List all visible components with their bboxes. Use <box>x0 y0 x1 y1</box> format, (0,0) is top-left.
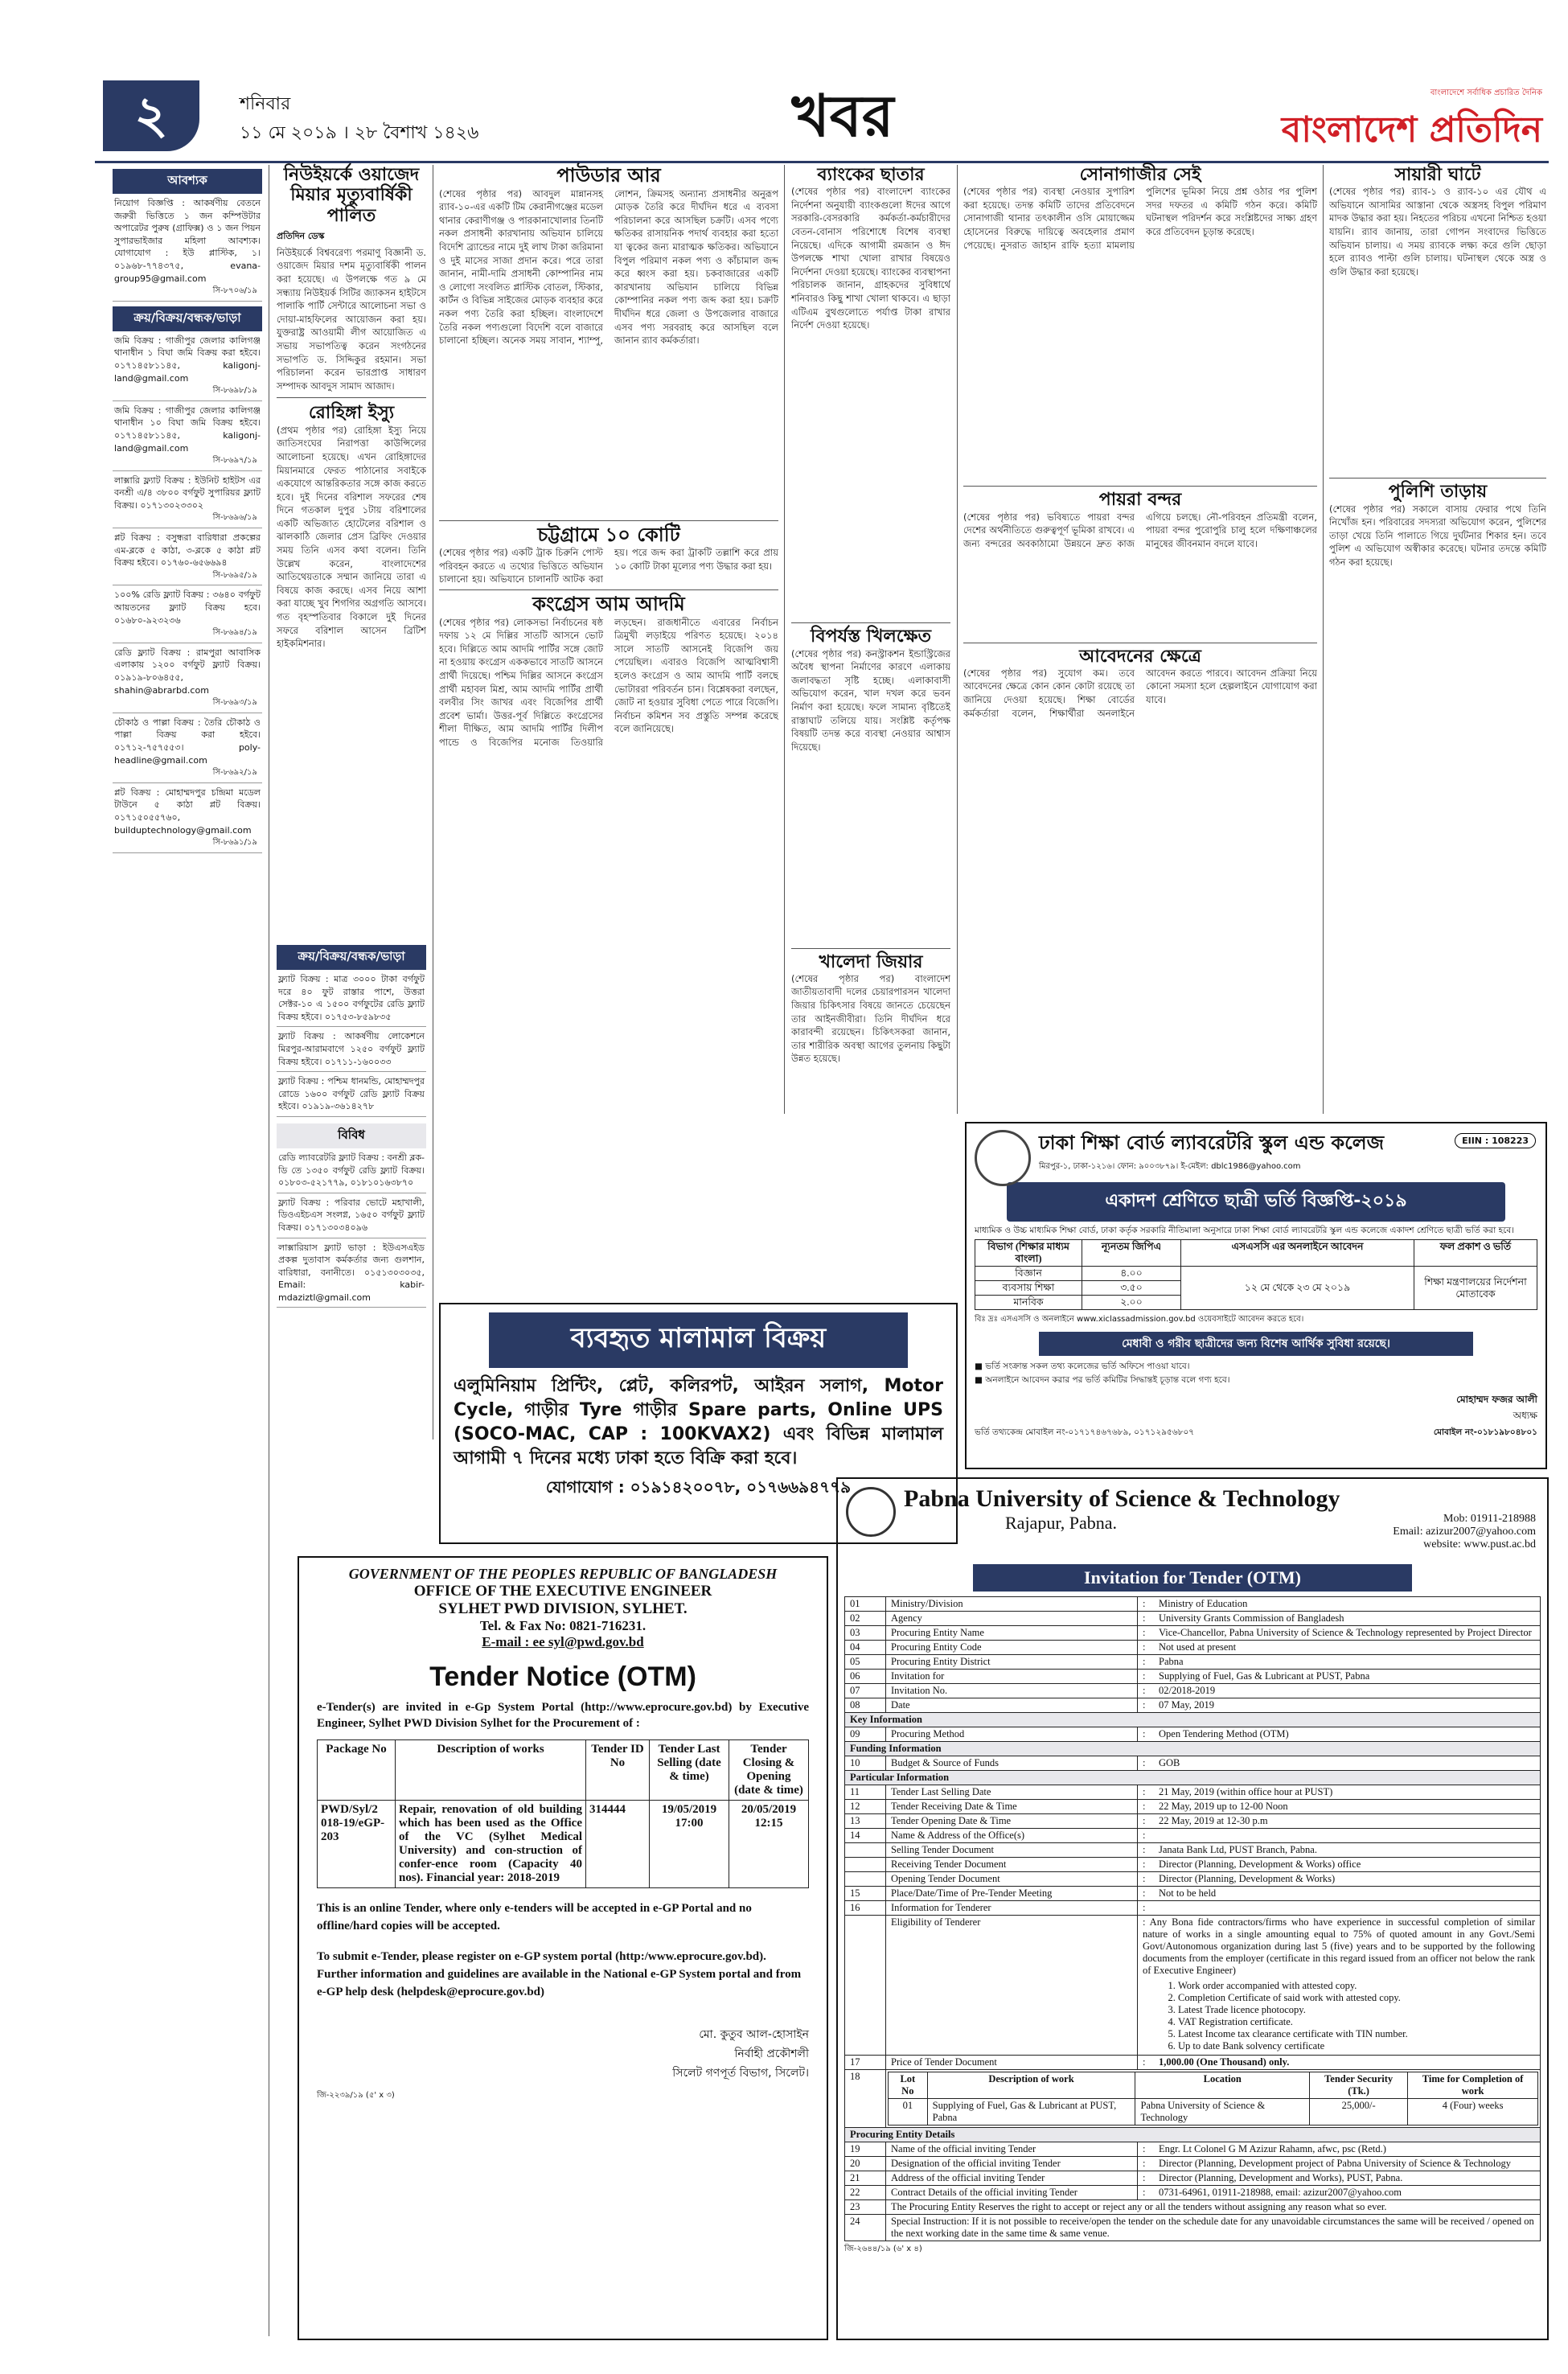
gov-heading: GOVERNMENT OF THE PEOPLES REPUBLIC OF BANGLADESH <box>348 1566 778 1582</box>
table-row: 15 Place/Date/Time of Pre-Tender Meeting : Not to be held <box>845 1887 1541 1901</box>
list-item-text: নিয়োগ বিজ্ঞপ্তি : আকর্ষণীয় বেতনে জরুরী ভিত্তিতে ১ জন কম্পিউটার অপারেটর পুরুষ (গ্রাফিক্স) ও ১ জন পিয়ন সুপারভাইজার মহিলা আবশ্যক। যোগাযোগ : ইউ প্লাস্টিক, ১। ০১৯৬৮-৭৭৪৩৭৫, evana-group95@gmail.com <box>114 198 261 284</box>
list-item-text: ১০০% রেডি ফ্ল্যাট বিক্রয় : ৩৬৪০ বর্গফুট আয়তনের ফ্ল্যাট বিক্রয় হবে। ০১৬৮০-৯২৩২৩৬ <box>114 589 261 626</box>
sale-ad-contact: যোগাযোগ : ০১৯১৪২০০৭৮, ০১৭৬৬৯৪৭৭৯ <box>545 1477 852 1497</box>
table-row: 07 Invitation No. : 02/2018-2019 <box>845 1684 1541 1698</box>
list-item-text: প্লট বিক্রয় : মোহাম্মদপুর চন্দ্রিমা মডেল টাউনে ৫ কাঠা প্লট বিক্রয়। ০১৭১৫০৫৫৭৬০, builduptechnology@gmail.com <box>114 787 261 836</box>
article-title: সোনাগাজীর সেই <box>1079 165 1201 185</box>
table-row: 02 Agency : University Grants Commission of Bangladesh <box>845 1612 1541 1626</box>
table-row: 24 Special Instruction: If it is not possible to receive/open the tender on the schedule date for any unavoidable circumstances the same will be received / opened on the next working date in the same time & same venue. <box>845 2215 1541 2241</box>
table-header: বিভাগ (শিক্ষার মাধ্যম বাংলা) <box>975 1240 1082 1267</box>
list-item: 3. Latest Trade licence photocopy. <box>1178 2004 1535 2016</box>
signer-name: মো. কুতুব আল-হোসাইন <box>699 2028 809 2041</box>
article-title: পাউডার আর <box>556 164 661 187</box>
classified-code: সি-৮৬৯৮/১৯ <box>212 386 257 396</box>
list-item: 5. Latest Income tax clearance certificate with TIN number. <box>1178 2028 1535 2040</box>
table-header: Description of work <box>927 2072 1135 2099</box>
page-header <box>95 72 1549 159</box>
table-header: ন্যূনতম জিপিএ <box>1082 1240 1181 1267</box>
table-row: PWD/Syl/2 018-19/eGP-203 Repair, renovation of old building which has been used as the Office of the VC (Sylhet Medical University) and con-struction of confer-ence room (Capacity 40 nos). Financial year: 2018-2019 314444 19/05/2019 17:00 20/05/2019 12:15 <box>318 1801 809 1888</box>
article-body: (শেষের পৃষ্ঠার পর) লোকসভা নির্বাচনের ষষ্ঠ দফায় ১২ মে দিল্লির সাতটি আসনে ভোট হবে। দিল্লিতে আম আদমি পার্টির সঙ্গে জোট না হওয়ায় কংগ্রেস এককভাবে সাতটি আসনে প্রার্থী দিয়েছে। পশ্চিম দিল্লির আসনে কংগ্রেস প্রার্থী মহাবল মিশ্র, আম আদমি পার্টির প্রার্থী বলবীর সিং জাখর এবং বিজেপির প্রার্থী প্রবেশ ভার্মা। উত্তর-পূর্ব দিল্লিতে কংগ্রেসের শীলা দীক্ষিত, আম আদমি পার্টির দিলীপ পান্ডে ও বিজেপির মনোজ তিওয়ারি লড়ছেন। রাজধানীতে এবারের নির্বাচন ত্রিমুখী লড়াইয়ে পরিণত হয়েছে। ২০১৪ সালে সাতটি আসনেই বিজেপি জয় পেয়েছিল। এবারও বিজেপি আত্মবিশ্বাসী হলেও কংগ্রেস ও আম আদমি পার্টি বলছে ভোটাররা পরিবর্তন চান। বিশ্লেষকরা বলছেন, জোট না হওয়ার সুবিধা পেতে পারে বিজেপি। নির্বাচন কমিশন সব প্রস্তুতি সম্পন্ন করেছে বলে জানিয়েছে। <box>439 616 778 748</box>
admission-mobile: মোবাইল নং-০১৮১৯৮০৪৮০১ <box>1433 1427 1537 1437</box>
office-heading: OFFICE OF THE EXECUTIVE ENGINEER <box>413 1583 712 1600</box>
paper-tagline: বাংলাদেশে সর্বাধিক প্রচারিত দৈনিক <box>1430 88 1542 97</box>
table-row: 05 Procuring Entity District : Pabna <box>845 1655 1541 1670</box>
article-body: (শেষের পৃষ্ঠার পর) আবদুল মান্নানসহ র‌্যাব-১০-এর একটি টিম কেরানীগঞ্জের মডেল থানার কেরাণীগঞ্জ ও পারকানাখোলার তিনটি নকল প্রসাধনী কারখানায় অভিযান চালিয়ে বিদেশি ব্র্যান্ডের নামে দুই লাখ টাকা জরিমানা ও দুই মাসের সাজা প্রদান করে। পরে তারা জানান, নামী-দামি প্রসাধনী কোম্পানির নাম ও লোগো সংবলিত প্লাস্টিক বোতল, স্টিকার, কার্টন ও বিভিন্ন সাইজের মোড়ক ব্যবহার করে নকল পণ্য তৈরি করা হচ্ছিল। বাংলাদেশে তৈরি নকল পণ্যগুলো বিদেশি বলে বাজারে চালানো হচ্ছিল। অনেক সময় সাবান, শ্যাম্পু, লোশন, ক্রিমসহ অন্যান্য প্রসাধনীর অনুরূপ মোড়ক তৈরি করে দীর্ঘদিন ধরে এ ব্যবসা পরিচালনা করে আসছিল চক্রটি। এসব পণ্যে ক্ষতিকর রাসায়নিক পদার্থ ব্যবহার করা হতো যা ত্বকের জন্য মারাত্মক ক্ষতিকর। অভিযানে বিপুল পরিমাণ নকল পণ্য ও কাঁচামাল জব্দ করে ধ্বংস করা হয়। চকবাজারের একটি কারখানায় অভিযান চালিয়ে বিভিন্ন কোম্পানির নকল পণ্য জব্দ করা হয়। চক্রটি দীর্ঘদিন ধরে জেলা ও উপজেলার বাজারে এসব পণ্য সরবরাহ করে আসছিল বলে জানান র‌্যাব কর্মকর্তারা। <box>439 187 778 347</box>
page-number-badge: ২ <box>103 80 199 151</box>
section-title: খবর <box>791 82 894 150</box>
admission-note: বিঃ দ্রঃ এসএসসি ও অনলাইনে www.xiclassadmission.gov.bd ওয়েবসাইটে আবেদন করতে হবে। <box>975 1315 1304 1324</box>
classified-code: সি-৮৬৯৭/১৯ <box>212 456 257 466</box>
article-title: নিউইয়র্কে ওয়াজেদ মিয়ার মৃত্যুবার্ষিকী পালিত <box>283 165 420 226</box>
table-row: Eligibility of Tenderer : Any Bona fide contractors/firms who have experience in successful completion of similar nature of works in a single amounting equal to 75% of quoted amount in any Govt./Semi Govt/Autonomous organization during last 5 (five) years and to be supported by the following documents from the employer (certificate in this regard issued from an officer not below the rank of Executive Engineer) 1. Work order accompanied with attested copy. 2. Completion Certificate of said work with attested copy. 3. Latest Trade licence photocopy. 4. VAT Registration certificate. 5. Latest Income tax clearance certificate with TIN number. 6. Up to date Bank solvency certificate <box>845 1916 1541 2056</box>
col-article6 <box>791 165 950 1117</box>
article-title: পায়রা বন্দর <box>1098 490 1182 511</box>
article-body: নিউইয়র্কে বিশ্ববরেণ্য পরমাণু বিজ্ঞানী ড. ওয়াজেদ মিয়ার দশম মৃত্যুবার্ষিকী পালন করা হয়েছে। এ উপলক্ষে গত ৯ মে সন্ধ্যায় নিউইয়র্ক সিটির জ্যাকসন হাইটসে পালাকি পার্টি সেন্টারে আলোচনা সভা ও দোয়া-মাহফিলের আয়োজন করা হয়। যুক্তরাষ্ট্র আওয়ামী লীগ আয়োজিত এ সভায় সভাপতিত্ব করেন সংগঠনের সভাপতি ড. সিদ্দিকুর রহমান। সভা পরিচালনা করেন ভারপ্রাপ্ত সাধারণ সম্পাদক আবদুস সামাদ আজাদ। <box>277 246 426 392</box>
tender-intro: e-Tender(s) are invited in e-Gp System Portal (http://www.eprocure.gov.bd) by Executive Engineer, Sylhet PWD Division Sylhet for the Procurement of : <box>317 1701 809 1730</box>
table-header: Time for Completion of work <box>1408 2072 1538 2099</box>
article-body: (শেষের পৃষ্ঠার পর) র‌্যাব-১ ও র‌্যাব-১০ এর যৌথ এ অভিযানে আসামির আস্তানা থেকে অস্ত্রসহ বিপুল পরিমাণ মাদক উদ্ধার করা হয়। নিহতের পরিচয় এখনো নিশ্চিত হওয়া যায়নি। র‌্যাব জানায়, তারা গোপন সংবাদের ভিত্তিতে অভিযান চালায়। এ সময় র‌্যাবকে লক্ষ্য করে গুলি ছোড়া হলে র‌্যাবও পাল্টা গুলি চালায়। ঘটনাস্থল থেকে অস্ত্র ও গুলি উদ্ধার করা হয়েছে। <box>1329 186 1546 277</box>
article-title: সায়ারী ঘাটে <box>1394 165 1481 185</box>
list-item-text: জমি বিক্রয় : গাজীপুর জেলার কালিগঞ্জ থানাধীন ১ বিঘা জমি বিক্রয় করা হইবে। ০১৭১৪৫৮১১৪৫, kaligonj-land@gmail.com <box>114 335 261 384</box>
tender-note-2: To submit e-Tender, please register on e-GP system portal (http:/www.eprocure.gov.bd). Further information and guidelines are available in the National e-GP System portal and from e-GP help desk (helpdesk@eprocure.gov.bd) <box>317 1950 802 1998</box>
table-row: 21 Address of the official inviting Tender : Director (Planning, Development and Works), PUST, Pabna. <box>845 2171 1541 2186</box>
article-body: (শেষের পৃষ্ঠার পর) কনস্ট্রাকশন ইন্ডাস্ট্রিজের অবৈধ স্থাপনা নির্মাণের কারণে এলাকায় জলাবদ্ধতা সৃষ্টি হচ্ছে। এলাকাবাসী অভিযোগ করেন, খাল দখল করে ভবন নির্মাণ করা হয়েছে। ফলে সামান্য বৃষ্টিতেই রাস্তাঘাট তলিয়ে যায়। সংশ্লিষ্ট কর্তৃপক্ষ বিষয়টি তদন্ত করে ব্যবস্থা নেওয়ার আশ্বাস দিয়েছে। <box>791 647 950 753</box>
table-row: 16 Information for Tenderer : <box>845 1901 1541 1916</box>
classified-code: সি-৮৬৯৬/১৯ <box>212 513 257 523</box>
article-title: ব্যাংকের ছাতার <box>817 165 925 185</box>
admission-table <box>975 1239 1537 1310</box>
article-title: খালেদা জিয়ার <box>819 951 923 972</box>
header-day: শনিবার <box>240 94 291 114</box>
table-section-header: Procuring Entity Details <box>845 2128 1541 2142</box>
list-item: 2. Completion Certificate of said work with attested copy. <box>1178 1992 1535 2004</box>
school-title: ঢাকা শিক্ষা বোর্ড ল্যাবরেটরি স্কুল এন্ড কলেজ <box>1039 1132 1385 1154</box>
pust-email: Email: azizur2007@yahoo.com <box>1393 1526 1536 1538</box>
table-row: 09 Procuring Method : Open Tendering Method (OTM) <box>845 1727 1541 1742</box>
classified-code: সি-৮৬৯৪/১৯ <box>212 628 257 638</box>
table-header: Tender Last Selling (date & time) <box>650 1740 729 1801</box>
pust-info-table <box>844 1596 1541 2241</box>
table-row: 13 Tender Opening Date & Time : 22 May, 2019 at 12-30 p.m <box>845 1814 1541 1829</box>
col-article12 <box>1329 165 1546 889</box>
table-row: 01 Supplying of Fuel, Gas & Lubricant at PUST, Pabna Pabna University of Science & Technology 25,000/- 4 (Four) weeks <box>889 2099 1538 2126</box>
admission-intro: মাধ্যমিক ও উচ্চ মাধ্যমিক শিক্ষা বোর্ড, ঢাকা কর্তৃক সরকারি নীতিমালা অনুসারে ঢাকা শিক্ষা বোর্ড ল্যাবরেটরি স্কুল এন্ড কলেজে একাদশ শ্রেণিতে ছাত্রী ভর্তি করা হবে। <box>975 1226 1514 1235</box>
classified-code: সি-৮৬৯২/১৯ <box>212 768 257 778</box>
ad-code: জি-২৬৪৪/১৯ (৬' x ৪) <box>844 2245 922 2253</box>
table-row: Receiving Tender Document : Director (Planning, Development & Works) office <box>845 1858 1541 1872</box>
list-item-text: চৌকাঠ ও পাল্লা বিক্রয় : তৈরি চৌকাঠ ও পাল্লা বিক্রয় করা হইবে। ০১৭১২-৭৫৭৫৫৩। poly-headline@gmail.com <box>114 717 261 766</box>
table-row: 22 Contract Details of the official inviting Tender : 0731-64961, 01911-218988, email: azizur2007@yahoo.com <box>845 2186 1541 2200</box>
table-row: Selling Tender Document : Janata Bank Ltd, PUST Branch, Pabna. <box>845 1843 1541 1858</box>
table-row: 04 Procuring Entity Code : Not used at present <box>845 1641 1541 1655</box>
table-row: 12 Tender Receiving Date & Time : 22 May, 2019 up to 12-00 Noon <box>845 1800 1541 1814</box>
list-item: ফ্ল্যাট বিক্রয় : আকর্ষণীয় লোকেশনে মিরপুর-আরামবাগে ১২৫০ বর্গফুট ফ্ল্যাট বিক্রয় হইবে। ০১৭১১-১৬০০৩৩ <box>277 1027 426 1072</box>
table-row: 03 Procuring Entity Name : Vice-Chancellor, Pabna University of Science & Technology represented by Project Director <box>845 1626 1541 1641</box>
list-item: ফ্ল্যাট বিক্রয় : পশ্চিম ধানমন্ডি, মোহাম্মদপুর রোডে ১৬০০ বর্গফুট রেডি ফ্ল্যাট বিক্রয় হইবে। ০১৯১৯-৩৬১৪২৭৮ <box>277 1072 426 1117</box>
table-row: 23 The Procuring Entity Reserves the right to accept or reject any or all the tenders without assigning any reason what so ever. <box>845 2200 1541 2215</box>
email-line: E-mail : ee syl@pwd.gov.bd <box>482 1634 644 1649</box>
list-item-text: জমি বিক্রয় : গাজীপুর জেলার কালিগঞ্জ থানাধীন ১০ বিঘা জমি বিক্রয় হইবে। ০১৭১৪৫৮১১৪৫, kaligonj-land@gmail.com <box>114 405 261 454</box>
article-body: (শেষের পৃষ্ঠার পর) ভবিষ্যতে পায়রা বন্দর দেশের অর্থনীতিতে গুরুত্বপূর্ণ ভূমিকা রাখবে। এ জন্য বন্দরের অবকাঠামো উন্নয়নে দ্রুত কাজ এগিয়ে চলছে। নৌ-পরিবহন প্রতিমন্ত্রী বলেন, পায়রা বন্দর পুরোপুরি চালু হলে দক্ষিণাঞ্চলের মানুষের জীবনমান বদলে যাবে। <box>963 511 1317 549</box>
table-section-header: Funding Information <box>845 1742 1541 1756</box>
school-logo <box>975 1130 1031 1186</box>
table-section-header: Key Information <box>845 1713 1541 1727</box>
list-item-text: রেডি ফ্ল্যাট বিক্রয় : রামপুরা আবাসিক এলাকায় ১২০০ বর্গফুট ফ্ল্যাট বিক্রয়। ০১৯১৯-৮০৬৪৫৫, shahin@abrarbd.com <box>114 647 261 696</box>
sylhet-tender <box>298 1556 828 2340</box>
table-row: মানবিক ২.০০ <box>975 1296 1537 1310</box>
admission-banner: একাদশ শ্রেণিতে ছাত্রী ভর্তি বিজ্ঞপ্তি-২০১৯ <box>1007 1182 1505 1222</box>
list-item-text: লাক্সারি ফ্ল্যাট বিক্রয় : ইউনিট হাইটস এর বনশ্রী এ/৪ ৩৮০০ বর্গফুট সুপারিয়র ফ্ল্যাট বিক্রয়। ০১৭১৩০২৩৩০২ <box>114 474 261 511</box>
table-row: বিজ্ঞান ৪.০০ ১২ মে থেকে ২৩ মে ২০১৯ শিক্ষা মন্ত্রণালয়ের নির্দেশনা মোতাবেক <box>975 1267 1537 1281</box>
table-row: 20 Designation of the official inviting Tender : Director (Planning, Development project of Pabna University of Science & Technology <box>845 2157 1541 2171</box>
table-row: 17 Price of Tender Document : 1,000.00 (One Thousand) only. <box>845 2056 1541 2070</box>
list-item <box>113 528 262 585</box>
article-byline: প্রতিদিন ডেস্ক <box>277 230 325 241</box>
table-header: Lot No <box>889 2072 928 2099</box>
article-title: পুলিশি তাড়ায় <box>1388 482 1488 503</box>
table-row: 18 Lot No Description of work Location Tender Security (Tk.) Time for Completion of work 01 Supplying of Fuel, Gas & Lubricant at PUST, Pabna Pabna University of Science & Technology 25,000/- 4 (Four) weeks <box>845 2070 1541 2128</box>
classified-section-title-3: ক্রয়/বিক্রয়/বন্ধক/ভাড়া <box>277 945 426 970</box>
table-row: 10 Budget & Source of Funds : GOB <box>845 1756 1541 1771</box>
list-item <box>113 194 262 302</box>
table-header: ফল প্রকাশ ও ভর্তি <box>1414 1240 1537 1267</box>
signer-office: সিলেট গণপূর্ত বিভাগ, সিলেট। <box>672 2067 809 2080</box>
classified-code: সি-৮৬৯৩/১৯ <box>212 698 257 708</box>
list-item: 6. Up to date Bank solvency certificate <box>1178 2040 1535 2052</box>
table-header: Package No <box>318 1740 396 1801</box>
list-item: 4. VAT Registration certificate. <box>1178 2016 1535 2028</box>
classified-section-title-2: ক্রয়/বিক্রয়/বন্ধক/ভাড়া <box>113 306 262 331</box>
table-header: Tender Security (Tk.) <box>1310 2072 1408 2099</box>
school-address: মিরপুর-১, ঢাকা-১২১৬। ফোন: ৯০০৩৮৭৯। ই-মেইল: dblc1986@yahoo.com <box>1039 1162 1301 1171</box>
table-header: Tender ID No <box>586 1740 650 1801</box>
article-body: (শেষের পৃষ্ঠার পর) বাংলাদেশ ব্যাংকের নির্দেশনা অনুযায়ী ব্যাংকগুলো ঈদের আগে সরকারি-বেসরকারি কর্মকর্তা-কর্মচারীদের বেতন-বোনাস পরিশোধে বিশেষ ব্যবস্থা নিয়েছে। এদিকে আগামী রমজান ও ঈদ উপলক্ষে শাখা খোলা রাখার বিষয়েও নির্দেশনা দেওয়া হয়েছে। ব্যাংকের ব্যবস্থাপনা পরিচালক জানান, গ্রাহকদের সুবিধার্থে শনিবারও কিছু শাখা খোলা থাকবে। এ ছাড়া এটিএম বুথগুলোতে পর্যাপ্ত টাকা রাখার নির্দেশ দেওয়া হয়েছে। <box>791 186 950 331</box>
pust-tender <box>836 1477 1549 2340</box>
list-item: ফ্ল্যাট বিক্রয় : পরিবার ভোটে মহাখালী, ডিওএইচএস সংলগ্ন, ১৬৫০ বর্গফুট ফ্ল্যাট বিক্রয়। ০১৭১৩০৩৪০৯৬ <box>277 1193 426 1238</box>
article-body: (শেষের পৃষ্ঠার পর) সকালে বাসায় ফেরার পথে তিনি নিখোঁজ হন। পরিবারের সদস্যরা অভিযোগ করেন, পুলিশের তাড়া খেয়ে তিনি পালাতে গিয়ে দুর্ঘটনার শিকার হন। তবে পুলিশ এ অভিযোগ অস্বীকার করেছে। ঘটনার তদন্তে কমিটি গঠন করা হয়েছে। <box>1329 503 1546 568</box>
table-row: 19 Name of the official inviting Tender : Engr. Lt Colonel G M Azizur Rahamn, afwc, psc (Retd.) <box>845 2142 1541 2157</box>
table-row: 08 Date : 07 May, 2019 <box>845 1698 1541 1713</box>
admission-bullet: ■ ভর্তি সংক্রান্ত সকল তথ্য কলেজের ভর্তি অফিসে পাওয়া যাবে। <box>975 1362 1190 1371</box>
list-item <box>113 331 262 401</box>
pust-mobile: Mob: 01911-218988 <box>1443 1513 1536 1525</box>
classified-code: সি-৮৭০৬/১৯ <box>212 286 257 296</box>
article-title: কংগ্রেস আম আদমি <box>532 592 685 615</box>
table-header: Description of works <box>396 1740 586 1801</box>
header-date: ১১ মে ২০১৯ । ২৮ বৈশাখ ১৪২৬ <box>240 123 479 143</box>
article-title: চট্টগ্রামে ১০ কোটি <box>537 523 680 546</box>
list-item <box>113 401 262 471</box>
ad-code: জি-২২৩৯/১৯ (৫' x ৩) <box>317 2091 395 2100</box>
article-title: বিপর্যস্ত খিলক্ষেত <box>811 626 931 647</box>
header-divider <box>95 161 1549 163</box>
tender-note-1: This is an online Tender, where only e-tenders will be accepted in e-GP Portal and no offline/hard copies will be accepted. <box>317 1902 752 1932</box>
table-row: 14 Name & Address of the Office(s) : <box>845 1829 1541 1843</box>
list-item-text: প্লট বিক্রয় : বসুন্ধরা বারিধারা প্রকল্পের এম-ব্লকে ৫ কাঠা, ৩-ব্লকে ৫ কাঠা প্লট বিক্রয় হইবে। ০১৭৬০-৬৫৬৬৯৪ <box>114 532 261 569</box>
signer-title: নির্বাহী প্রকৌশলী <box>734 2047 809 2060</box>
dhaka-school-ad <box>965 1122 1547 1469</box>
article-body: (শেষের পৃষ্ঠার পর) বাংলাদেশ জাতীয়তাবাদী দলের চেয়ারপারসন খালেদা জিয়ার চিকিৎসার বিষয়ে জানতে চেয়েছেন তার আইনজীবীরা। তিনি দীর্ঘদিন ধরে কারাবন্দী রয়েছেন। চিকিৎসকরা জানান, তার শারীরিক অবস্থা আগের তুলনায় কিছুটা উন্নত হয়েছে। <box>791 972 950 1065</box>
classified-section-title-1: আবশ্যক <box>113 169 262 194</box>
division-heading: SYLHET PWD DIVISION, SYLHET. <box>438 1600 688 1617</box>
article-body: (প্রথম পৃষ্ঠার পর) রোহিঙ্গা ইস্যু নিয়ে জাতিসংঘের নিরাপত্তা কাউন্সিলের আলোচনা হয়েছে। এখন রোহিঙ্গাদের মিয়ানমারে ফেরত পাঠানোর সবাইকে একযোগে আন্তরিকতার সঙ্গে কাজ করতে হবে। দুই দিনের বরিশাল সফরের শেষ দিনে গতকাল দুপুর ১টায় বরিশালের একটি অভিজাত হোটেলের বরিশাল ও ঝালকাঠি জেলার প্রেস ব্রিফিং দেওয়ার সময় তিনি এসব কথা বলেন। তিনি উল্লেখ করেন, বাংলাদেশের আতিথেয়তাকে সম্মান জানিয়ে তারা এ বিষয়ে কাজ করছে। এসব নিয়ে আশা করা যাচ্ছে খুব শিগগির অগ্রগতি আসবে। গত বৃহস্পতিবার বিকালে দুই দিনের সফরে বরিশাল আসেন ব্রিটিশ হাইকমিশনার। <box>277 424 426 650</box>
university-logo <box>846 1487 896 1537</box>
list-item: লাক্সারিয়াস ফ্ল্যাট ভাড়া : ইউএসএইড প্রকল্প দুতাবাস কর্মকর্তার জন্য গুলশান, বারিধারা, বনানীতে। ০১৫১৩০৩০৩৫, Email: kabir-mdaziztl@gmail.com <box>277 1238 426 1308</box>
list-item: ফ্ল্যাট বিক্রয় : মাত্র ৩০০০ টাকা বর্গফুট দরে ৪০ ফুট রাস্তার পাশে, উত্তরা সেক্টর-১০ এ ১৫০০ বর্গফুটের রেডি ফ্ল্যাট বিক্রয় হইবে। ০১৭৫৩-৮৫৯৮৩৫ <box>277 970 426 1027</box>
table-header: Location <box>1135 2072 1310 2099</box>
tel-fax: Tel. & Fax No: 0821-716231. <box>479 1618 646 1633</box>
eiin-badge: EIIN : 108223 <box>1455 1133 1536 1148</box>
col-article3 <box>439 165 778 1163</box>
paper-logo: বাংলাদেশ প্রতিদিন <box>1281 109 1542 150</box>
table-header: Tender Closing & Opening (date & time) <box>729 1740 809 1801</box>
col-article9 <box>963 165 1317 860</box>
list-item: 1. Work order accompanied with attested copy. <box>1178 1980 1535 1992</box>
classified-code: সি-৮৬৯৫/১৯ <box>212 570 257 580</box>
section-biddho-title: বিবিধ <box>277 1123 426 1148</box>
admission-bullet: ■ অনলাইনে আবেদন করার পর ভর্তি কমিটির সিদ্ধান্তই চূড়ান্ত বলে গণ্য হবে। <box>975 1375 1230 1385</box>
sale-ad-title: ব্যবহৃত মালামাল বিক্রয় <box>489 1312 908 1368</box>
article-body: (শেষের পৃষ্ঠার পর) সুযোগ কম। তবে আবেদনের ক্ষেত্রে কোন কোন কোটা রয়েছে তা জানিয়ে দেওয়া হয়েছে। শিক্ষা বোর্ডের কর্মকর্তারা বলেন, শিক্ষার্থীরা অনলাইনে আবেদন করতে পারবে। আবেদন প্রক্রিয়া নিয়ে কোনো সমস্যা হলে হেল্পলাইনে যোগাযোগ করা যাবে। <box>963 667 1317 719</box>
article-body: (শেষের পৃষ্ঠার পর) ব্যবস্থা নেওয়ার সুপারিশ করা হয়েছে। তদন্ত কমিটি তাদের প্রতিবেদনে সোনাগাজী থানার তৎকালীন ওসি মোয়াজ্জেম হোসেনের বিরুদ্ধে দায়িত্বে অবহেলার প্রমাণ পেয়েছে। নুসরাত জাহান রাফি হত্যা মামলায় পুলিশের ভূমিকা নিয়ে প্রশ্ন ওঠার পর পুলিশ সদর দফতর এ কমিটি গঠন করে। কমিটি ঘটনাস্থল পরিদর্শন করে সংশ্লিষ্টদের সাক্ষ্য গ্রহণ করে প্রতিবেদন চূড়ান্ত করেছে। <box>963 186 1317 251</box>
admission-contact: ভর্তি তথ্যকেন্দ্র মোবাইল নং-০১৭১৭৪৬৭৬৮৯, ০১৭১২৯৫৬৮০৭ <box>975 1427 1195 1437</box>
table-row: Opening Tender Document : Director (Planning, Development & Works) <box>845 1872 1541 1887</box>
tender-title-banner: Invitation for Tender (OTM) <box>973 1564 1412 1592</box>
university-name: Pabna University of Science & Technology <box>904 1485 1340 1512</box>
list-item <box>113 585 262 643</box>
table-row: ব্যবসায় শিক্ষা ৩.৫০ <box>975 1281 1537 1296</box>
list-item <box>113 783 262 853</box>
eligibility-text: : Any Bona fide contractors/firms who have experience in successful completion of similar nature of works in a single amounting equal to 75% of quoted amount in any Govt./Semi Govt/Autonomous organization during last 5 (five) years and to be supported by the following documents from the employer (certificate in this regard issued from an officer not below the rank of Executive Engineer) <box>1143 1916 1535 1976</box>
table-row: 11 Tender Last Selling Date : 21 May, 2019 (within office hour at PUST) <box>845 1785 1541 1800</box>
col-classifieds-2 <box>277 945 426 1308</box>
table-header: এসএসসি এর অনলাইনে আবেদন <box>1181 1240 1414 1267</box>
classified-code: সি-৮৬৯১/১৯ <box>212 838 257 848</box>
sale-ad-body: এলুমিনিয়াম প্রিন্টিং, প্লেট, কলিরপট, আইরন সলাগ, Motor Cycle, গাড়ীর Tyre গাড়ীর Spare parts, Online UPS (SOCO-MAC, CAP : 100KVAX2) এবং বিভিন্ন মালামাল আগামী ৭ দিনের মধ্যে ঢাকা হতে বিক্রি করা হবে। <box>454 1376 943 1468</box>
university-location: Rajapur, Pabna. <box>1005 1513 1118 1533</box>
signer-name: মোহাম্মদ ফজর আলী <box>1456 1394 1537 1405</box>
classifieds-column <box>113 169 262 2340</box>
article-title: আবেদনের ক্ষেত্রে <box>1079 646 1201 667</box>
table-row: 01 Ministry/Division : Ministry of Education <box>845 1597 1541 1612</box>
tender-title: Tender Notice (OTM) <box>429 1661 696 1692</box>
list-item <box>113 713 262 783</box>
list-item <box>113 643 262 713</box>
list-item <box>113 471 262 528</box>
signer-title: অধ্যক্ষ <box>1513 1410 1537 1421</box>
article-title: রোহিঙ্গা ইস্যু <box>308 403 395 424</box>
table-section-header: Particular Information <box>845 1771 1541 1785</box>
table-row: 06 Invitation for : Supplying of Fuel, Gas & Lubricant at PUST, Pabna <box>845 1670 1541 1684</box>
admission-special: মেধাবী ও গরীব ছাত্রীদের জন্য বিশেষ আর্থিক সুবিধা রয়েছে। <box>1039 1332 1473 1356</box>
pust-website: website: www.pust.ac.bd <box>1423 1538 1536 1550</box>
list-item: রেডি ল্যাবরেটরি ফ্ল্যাট বিক্রয় : বনশ্রী ব্লক-ডি তে ১৩৫০ বর্গফুট রেডি ফ্ল্যাট বিক্রয়। ০১৮০৩-৫২১৭৭৯, ০১৮১০১৬৩৮৭০ <box>277 1148 426 1193</box>
tender-table <box>317 1739 809 1888</box>
article-body: (শেষের পৃষ্ঠার পর) একটি ট্রাক চিরুনি পোস্ট পরিবহন করতে এ তথ্যের ভিত্তিতে অভিযান চালানো হয়। অভিযানে চালানটি আটক করা হয়। পরে জব্দ করা ট্রাকটি তল্লাশি করে প্রায় ১০ কোটি টাকা মূল্যের পণ্য উদ্ধার করা হয়। <box>439 547 778 585</box>
lot-table <box>888 2072 1538 2126</box>
